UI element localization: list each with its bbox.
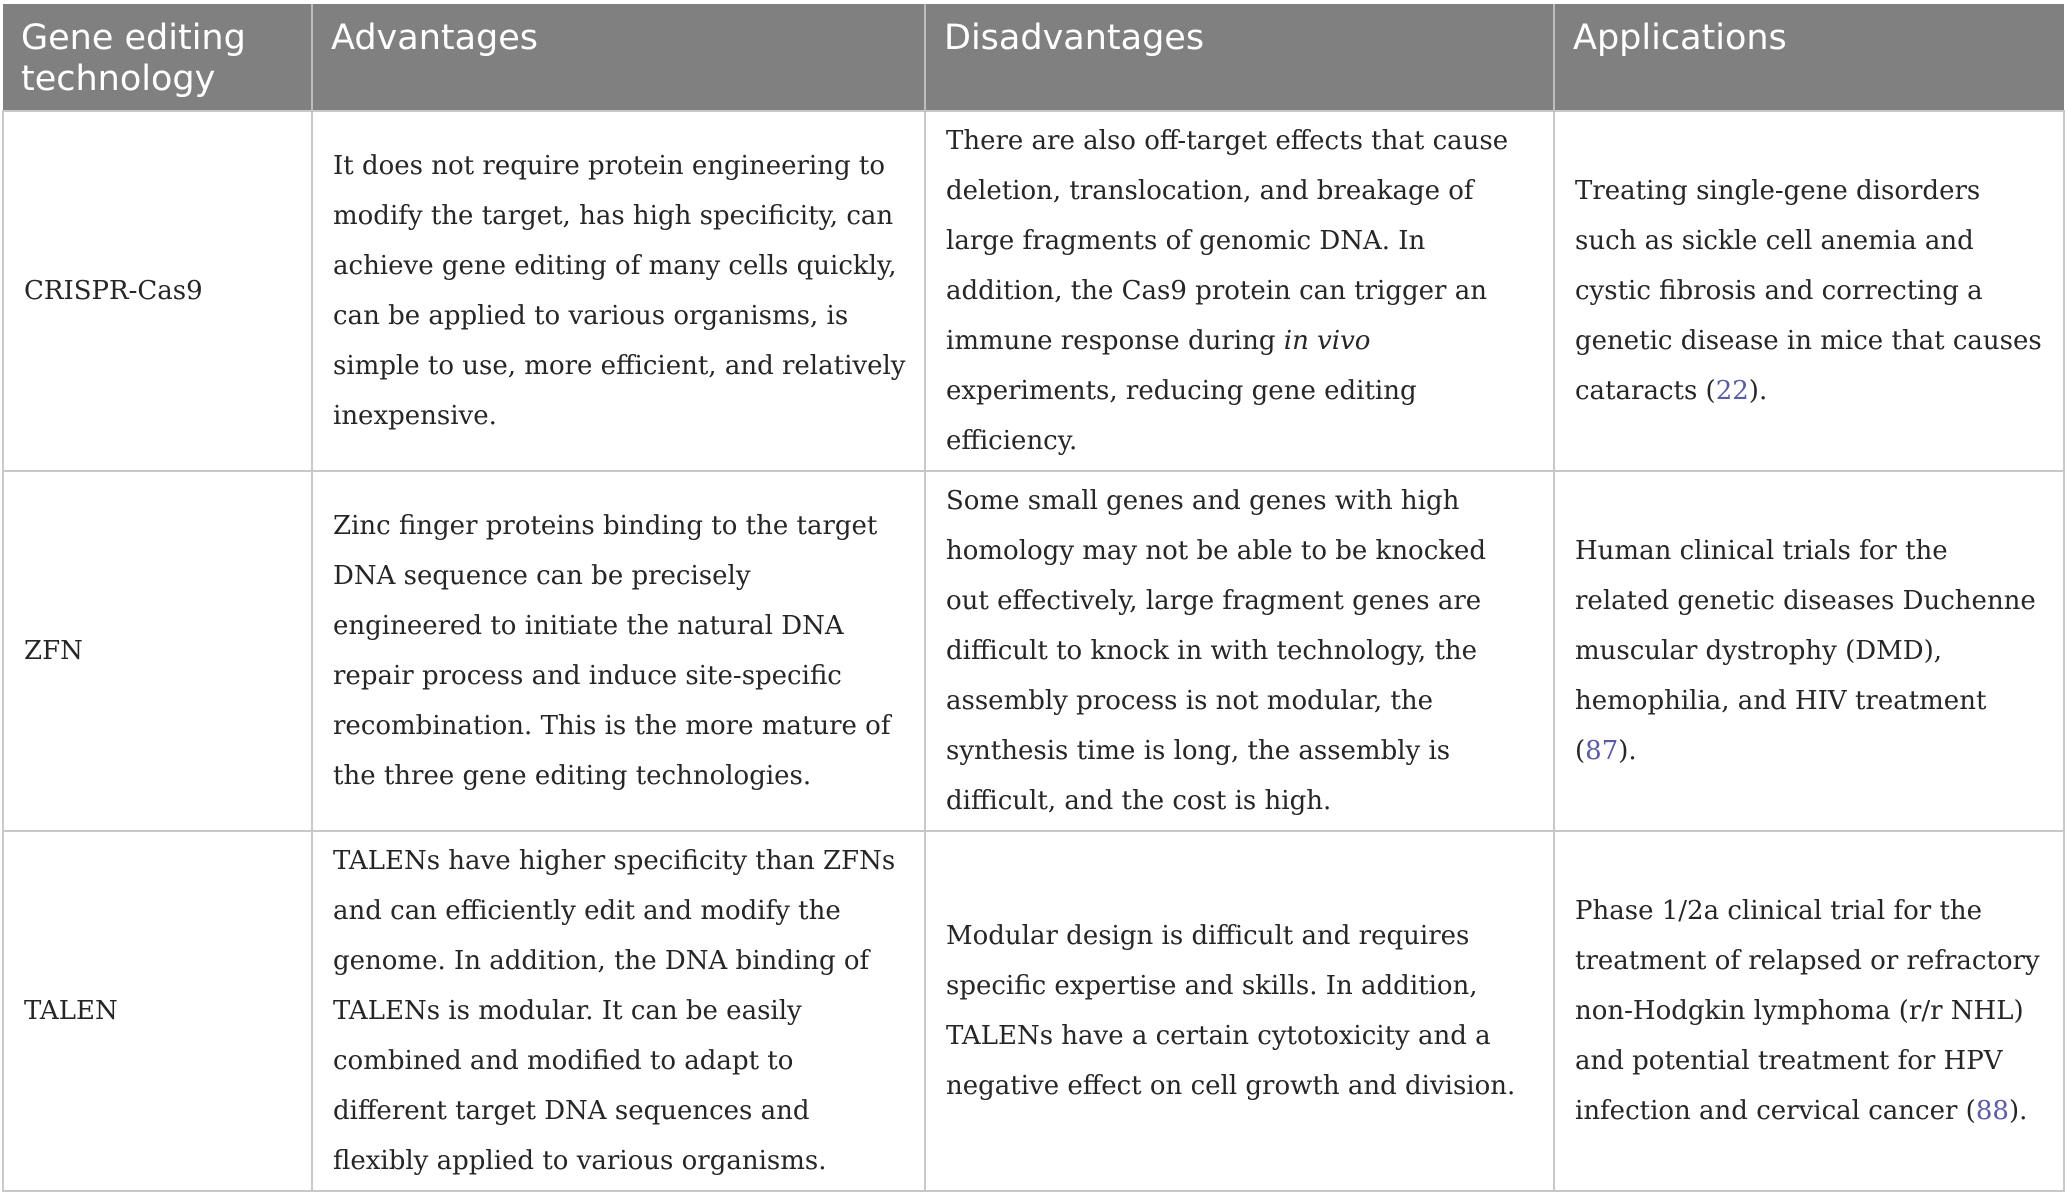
technology-cell: ZFN [3,471,312,831]
applications-cell [1554,111,2064,471]
reference-link[interactable]: 87 [1585,736,1619,766]
disadvantages-text: There are also off-target effects that cause deletion, translocation, and breakage of large fragments of genomic DNA. In addition, the Cas9 protein can trigger an immune response during [946,126,1509,356]
header-disadvantages: Disadvantages [925,4,1554,111]
header-applications: Applications [1554,4,2064,111]
italic-term: in vivo [1283,326,1371,356]
header-technology: Gene editing technology [3,4,312,111]
disadvantages-text-end: experiments, reducing gene editing efficiency. [946,376,1417,456]
applications-text-end: ). [1748,376,1768,406]
disadvantages-cell: Some small genes and genes with high homology may not be able to be knocked out effectively, large fragment genes are difficult to knock in with technology, the assembly process is not modular, the synthesis time is long, the assembly is difficult, and the cost is high. [925,471,1554,831]
gene-editing-comparison-table [2,4,2065,1192]
applications-cell [1554,471,2064,831]
advantages-cell: TALENs have higher specificity than ZFNs and can efficiently edit and modify the genome. In addition, the DNA binding of TALENs is modular. It can be easily combined and modified to adapt to different target DNA sequences and flexibly applied to various organisms. [312,831,925,1191]
applications-text: Treating single-gene disorders such as sickle cell anemia and cystic fibrosis and correcting a genetic disease in mice that causes cataracts ( [1575,176,2042,406]
table-row [3,471,2064,831]
applications-text-end: ). [1618,736,1637,766]
applications-text: Phase 1/2a clinical trial for the treatment of relapsed or refractory non-Hodgkin lymphoma (r/r NHL) and potential treatment for HPV infection and cervical cancer ( [1575,896,2040,1126]
disadvantages-cell: Modular design is difficult and requires specific expertise and skills. In addition, TALENs have a certain cytotoxicity and a negative effect on cell growth and division. [925,831,1554,1191]
table-row [3,831,2064,1191]
header-row [3,4,2064,111]
table-body [3,111,2064,1191]
reference-link[interactable]: 22 [1715,376,1749,406]
advantages-cell: It does not require protein engineering to modify the target, has high specificity, can achieve gene editing of many cells quickly, can be applied to various organisms, is simple to use, more efficient, and relatively inexpensive. [312,111,925,471]
table-header [3,4,2064,111]
disadvantages-cell [925,111,1554,471]
applications-cell [1554,831,2064,1191]
table-row [3,111,2064,471]
applications-text-end: ). [2008,1096,2028,1126]
header-advantages: Advantages [312,4,925,111]
reference-link[interactable]: 88 [1975,1096,2009,1126]
technology-cell: TALEN [3,831,312,1191]
technology-cell: CRISPR-Cas9 [3,111,312,471]
advantages-cell: Zinc finger proteins binding to the target DNA sequence can be precisely engineered to initiate the natural DNA repair process and induce site-specific recombination. This is the more mature of the three gene editing technologies. [312,471,925,831]
applications-text: Human clinical trials for the related genetic diseases Duchenne muscular dystrophy (DMD), hemophilia, and HIV treatment ( [1575,536,2036,766]
